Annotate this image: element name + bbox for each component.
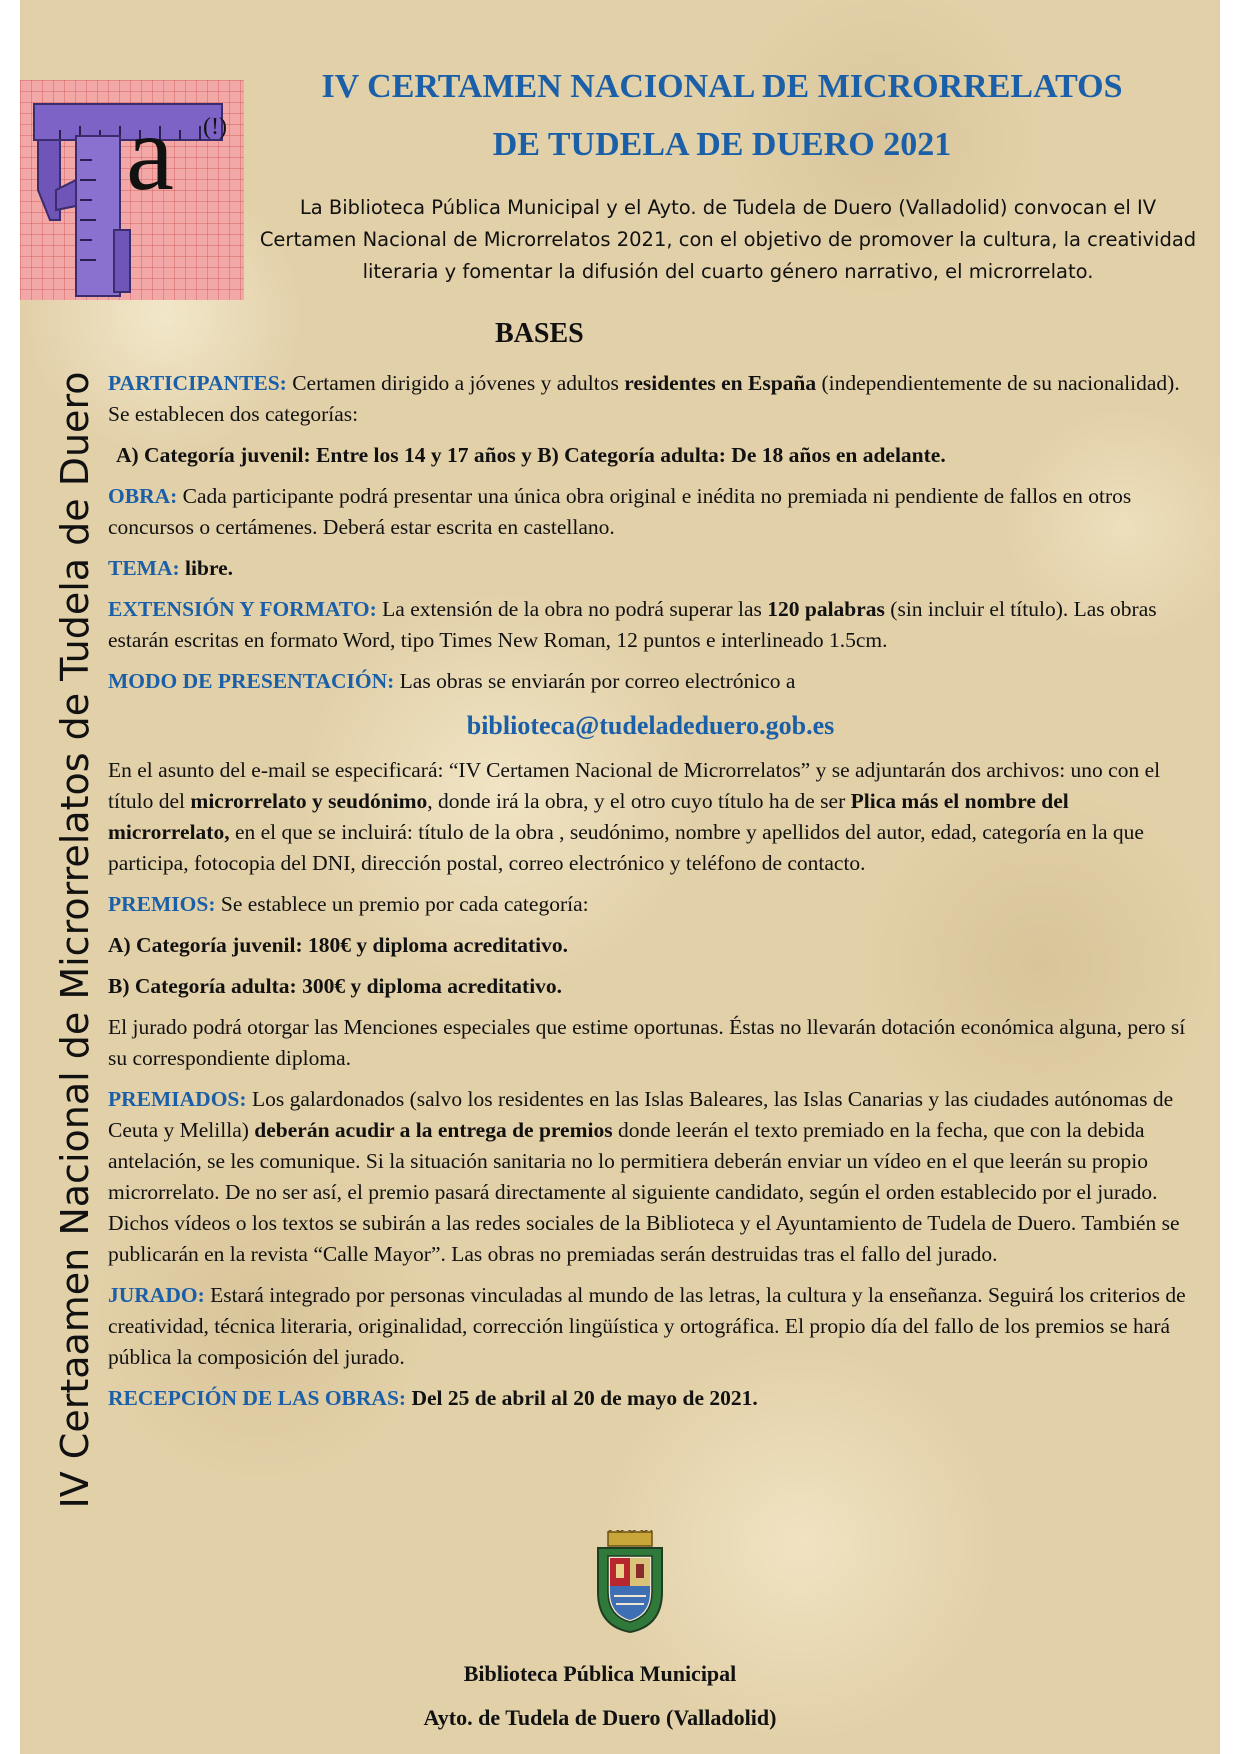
logo-letter: a (126, 94, 174, 213)
premiados-text-2: donde leerán el texto premiado en la fecha, que con la debida antelación, se les comunique. Si la situación sanitaria no lo permitiera deberán enviar un vídeo en el que leerán su propio microrrelato. De no ser así, el premio pasará directamente al siguiente candidato, según el orden establecido por el jurado. Dichos vídeos o los textos se subirán a las redes sociales de la Biblioteca y el Ayuntamiento de Tudela de Duero. También se publicarán en la revista “Calle Mayor”. Las obras no premiadas serán destruidas tras el fallo del jurado. (108, 1118, 1180, 1266)
obra-text: Cada participante podrá presentar una única obra original e inédita no premiada ni pendiente de fallos en otros concursos o certámenes. Deberá estar escrita en castellano. (108, 484, 1132, 539)
bases-heading: BASES (495, 318, 584, 349)
modo-detail-bold-1: microrrelato y seudónimo (190, 789, 428, 813)
extension-text-1: La extensión de la obra no podrá superar las (376, 597, 768, 621)
section-modo (108, 666, 1193, 697)
logo-exclamation: (!) (203, 114, 227, 140)
premios-text: Se establece un premio por cada categoría: (215, 892, 589, 916)
modo-detail-2: , donde irá la obra, y el otro cuyo título ha de ser (427, 789, 851, 813)
label-participantes: PARTICIPANTES: (108, 371, 287, 395)
section-jurado (108, 1280, 1193, 1373)
modo-text: Las obras se enviarán por correo electrónico a (394, 669, 796, 693)
participantes-text-1: Certamen dirigido a jóvenes y adultos (286, 371, 625, 395)
prize-juvenil: A) Categoría juvenil: 180€ y diploma acreditativo. (108, 933, 569, 957)
section-tema (108, 553, 1193, 584)
label-extension: EXTENSIÓN Y FORMATO: (108, 597, 377, 621)
section-premiados (108, 1084, 1193, 1270)
label-tema: TEMA: (108, 556, 180, 580)
label-modo: MODO DE PRESENTACIÓN: (108, 669, 395, 693)
jurado-text: Estará integrado por personas vinculadas al mundo de las letras, la cultura y la enseñanza. Seguirá los criterios de creatividad, técnica literaria, originalidad, corrección lingüística y ortográfica. El propio día del fallo de los premios se hará pública la composición del jurado. (108, 1283, 1186, 1369)
footer-line-1: Biblioteca Pública Municipal (463, 1661, 737, 1686)
prize-adulta: B) Categoría adulta: 300€ y diploma acreditativo. (108, 974, 563, 998)
footer-line-2: Ayto. de Tudela de Duero (Valladolid) (423, 1705, 777, 1730)
title-line-2: DE TUDELA DE DUERO 2021 (492, 126, 952, 163)
extension-text-2: (sin incluir el título). Las obras estarán escritas en formato Word, tipo Times New Roman, 12 puntos e interlineado 1.5cm. (108, 597, 1157, 652)
modo-detail-3: en el que se incluirá: título de la obra , seudónimo, nombre y apellidos del autor, edad, categoría en la que participa, fotocopia del DNI, dirección postal, correo electrónico y teléfono de contacto. (108, 820, 1144, 875)
label-recepcion: RECEPCIÓN DE LAS OBRAS: (108, 1386, 407, 1410)
tema-value: libre. (179, 556, 234, 580)
section-obra (108, 481, 1193, 543)
section-participantes (108, 368, 1193, 430)
participantes-categories: A) Categoría juvenil: Entre los 14 y 17 años y B) Categoría adulta: De 18 años en adelante. (116, 443, 946, 467)
section-premios (108, 889, 1193, 920)
premiados-bold-1: deberán acudir a la entrega de premios (254, 1118, 613, 1142)
label-premiados: PREMIADOS: (108, 1087, 247, 1111)
label-obra: OBRA: (108, 484, 178, 508)
section-recepcion (108, 1383, 1193, 1414)
title-line-1: IV CERTAMEN NACIONAL DE MICRORRELATOS (321, 68, 1123, 105)
coat-of-arms-icon (594, 1530, 666, 1634)
premiados-text-1: Los galardonados (salvo los residentes en las Islas Baleares, las Islas Canarias y las ciudades autónomas de Ceuta y Melilla) (108, 1087, 1174, 1142)
participantes-text-2: (independientemente de su nacionalidad). Se establecen dos categorías: (108, 371, 1180, 426)
footer (260, 1652, 940, 1740)
menciones-text: El jurado podrá otorgar las Menciones especiales que estime oportunas. Éstas no llevarán dotación económica alguna, pero sí su correspondiente diploma. (108, 1015, 1186, 1070)
label-jurado: JURADO: (108, 1283, 205, 1307)
label-premios: PREMIOS: (108, 892, 216, 916)
logo (20, 80, 244, 300)
modo-detail-bold-2: Plica más el nombre del microrrelato, (108, 789, 1069, 844)
vertical-side-text: IV Certaamen Nacional de Microrrelatos de Tudela de Duero (53, 371, 97, 1509)
extension-bold-1: 120 palabras (767, 597, 885, 621)
email-link[interactable]: biblioteca@tudeladeduero.gob.es (466, 711, 835, 740)
rules-body (108, 368, 1193, 1424)
recepcion-value: Del 25 de abril al 20 de mayo de 2021. (406, 1386, 758, 1410)
modo-detail-1: En el asunto del e-mail se especificará: “IV Certamen Nacional de Microrrelatos” y se adjuntarán dos archivos: uno con el título del (108, 758, 1161, 813)
intro-text: La Biblioteca Pública Municipal y el Ayto. de Tudela de Duero (Valladolid) convocan el IV Certamen Nacional de Microrrelatos 2021, con el objetivo de promover la cultura, la creatividad literaria y fomentar la difusión del cuarto género narrativo, el microrrelato. (259, 196, 1197, 283)
participantes-bold-1: residentes en España (624, 371, 817, 395)
section-extension (108, 594, 1193, 656)
modo-detail (108, 755, 1193, 879)
